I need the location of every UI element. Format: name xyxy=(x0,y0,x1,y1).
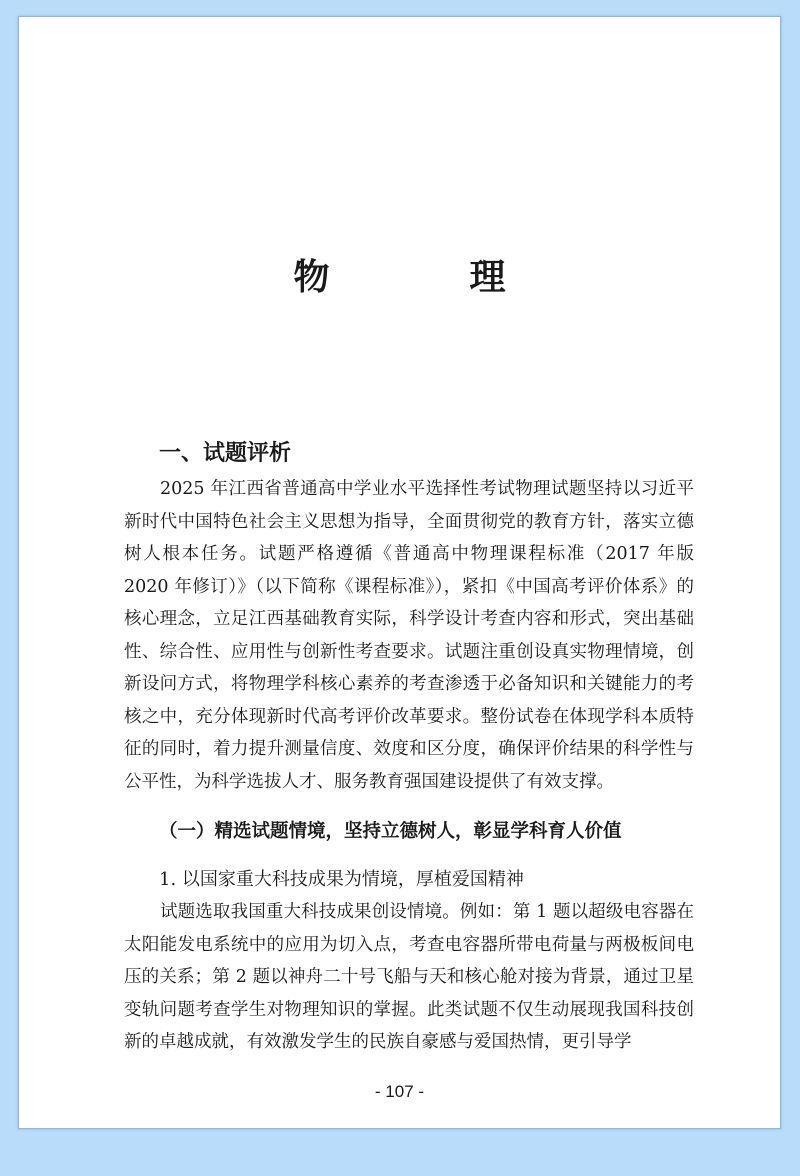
page-title: 物 理 xyxy=(293,257,558,298)
body-paragraph-1: 2025 年江西省普通高中学业水平选择性考试物理试题坚持以习近平新时代中国特色社会主义思想为指导，全面贯彻党的教育方针，落实立德树人根本任务。试题严格遵循《普通高中物理课程标准（2017 年版 2020 年修订）》（以下简称《课程标准》），紧扣《中国高考评价体系》的核心理念，立足江西基础教育实际，科学设计考查内容和形式，突出基础性、综合性、应用性与创新性考查要求。试题注重创设真实物理情境，创新设问方式，将物理学科核心素养的考查渗透于必备知识和关键能力的考核之中，充分体现新时代高考评价改革要求。整份试卷在体现学科本质特征的同时，着力提升测量信度、效度和区分度，确保评价结果的科学性与公平性，为科学选拔人才、服务教育强国建设提供了有效支撑。 xyxy=(124,479,694,792)
document-page xyxy=(18,16,781,1129)
subsection-heading: （一）精选试题情境，坚持立德树人，彰显学科育人价值 xyxy=(159,821,622,842)
subsubsection-heading: 1. 以国家重大科技成果为情境，厚植爱国精神 xyxy=(159,869,524,890)
page-number: - 107 - xyxy=(374,1082,425,1101)
body-paragraph-2: 试题选取我国重大科技成果创设情境。例如：第 1 题以超级电容器在太阳能发电系统中的应用为切入点，考查电容器所带电荷量与两极板间电压的关系；第 2 题以神舟二十号飞船与天和核心舱对接为背景，通过卫星变轨问题考查学生对物理知识的掌握。此类试题不仅生动展现我国科技创新的卓越成就，有效激发学生的民族自豪感与爱国热情，更引导学 xyxy=(124,902,694,1052)
section-heading: 一、试题评析 xyxy=(159,441,292,466)
